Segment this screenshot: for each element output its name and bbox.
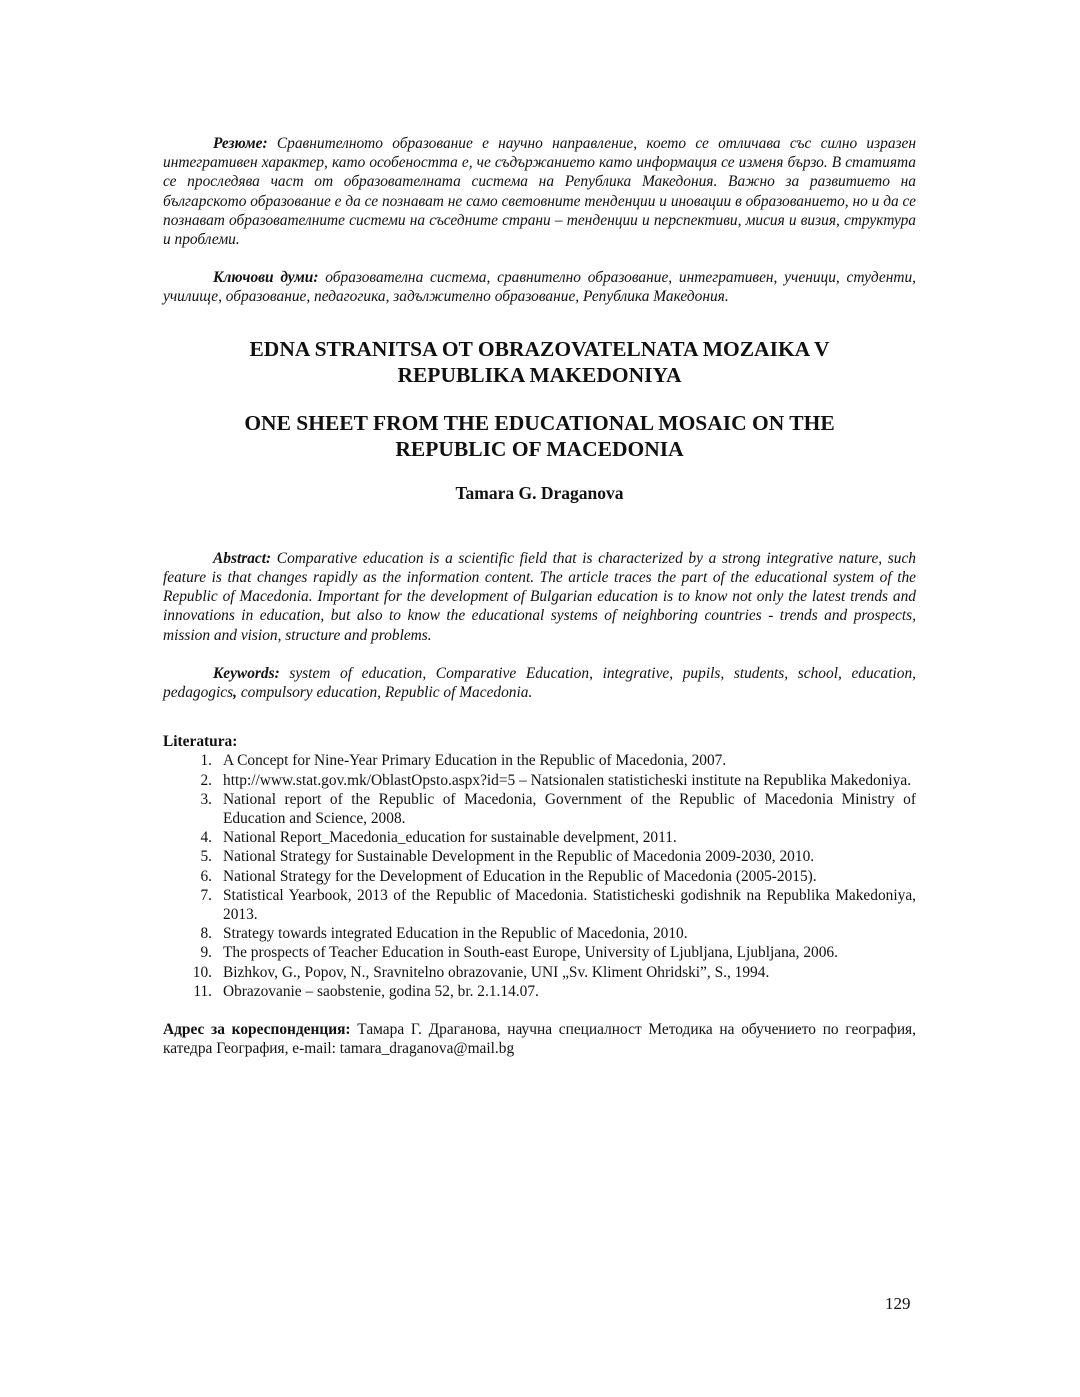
keywords-en-paragraph [163,664,916,702]
reference-item: 5. National Strategy for Sustainable Development in the Republic of Macedonia 2009-2030, 2010. [200,848,815,866]
address-label: Адрес за кореспонденция: [163,1021,351,1039]
keywords-en-text-a: system of education, Comparative Education, integrative, pupils, students, school, education, pedagogics [163,664,916,702]
reference-item: 4. National Report_Macedonia_education for sustainable develpment, 2011. [200,829,677,847]
reference-list [163,751,916,1001]
resume-label: Резюме: [213,135,268,152]
address-text: Тамара Г. Драганова, научна специалност Методика на обучението по география, катедра География, e-mail: tamara_draganova@mail.bg [163,1021,916,1058]
reference-item: 9. The prospects of Teacher Education in South-east Europe, University of Ljubljana, Ljubljana, 2006. [200,944,838,962]
reference-item: 3. National report of the Republic of Macedonia, Government of the Republic of Macedonia Ministry of Education and Science, 2008. [200,790,916,828]
title-bg [163,336,916,388]
keywords-en-text-b: compulsory education, Republic of Macedonia. [236,684,533,702]
page-body [163,134,916,1074]
keywords-bg-text: образователна система, сравнително образование, интегративен, ученици, студенти, училище, образование, педагогика, задължително образование, Република Македония. [163,269,916,306]
title-en-line1: ONE SHEET FROM THE EDUCATIONAL MOSAIC ON THE [244,410,835,435]
reference-item: 2. http://www.stat.gov.mk/OblastOpsto.aspx?id=5 – Natsionalen statisticheski institute na Republika Makedoniya. [200,771,912,789]
correspondence-address [163,1020,916,1058]
title-bg-line2: REPUBLIKA MAKEDONIYA [397,362,682,387]
keywords-bg-paragraph [163,268,916,306]
resume-paragraph [163,134,916,249]
page-number: 129 [885,1294,911,1313]
reference-item: 10. Bizhkov, G., Popov, N., Sravnitelno obrazovanie, UNI „Sv. Kliment Ohridski”, S., 1994. [192,963,770,981]
resume-text: Сравнителното образование е научно направление, което се отличава със силно изразен интегративен характер, като особеността е, че съдържанието като информация се изменя бързо. В статията се проследява част от образователната система на Република Македония. Важно за развитието на българското образование е да се познават не само световните тенденции и иновации в образованието, но и да се познават образователните системи на съседните страни – тенденции и перспективи, мисия и визия, структура и проблеми. [163,135,916,249]
title-en [163,410,916,462]
keywords-en-comma: , [233,684,237,702]
literature-heading: Literatura: [163,733,238,751]
keywords-bg-label: Ключови думи: [213,269,319,287]
reference-item: 7. Statistical Yearbook, 2013 of the Republic of Macedonia. Statisticheski godishnik na Republika Makedoniya, 2013. [200,886,916,924]
abstract-paragraph [163,549,916,645]
reference-item: 1. A Concept for Nine-Year Primary Education in the Republic of Macedonia, 2007. [200,752,727,770]
reference-item: 11. Obrazovanie – saobstenie, godina 52, br. 2.1.14.07. [193,982,539,1000]
title-bg-line1: EDNA STRANITSA OT OBRAZOVATELNATA MOZAIKA V [249,336,830,361]
abstract-label: Abstract: [213,549,272,567]
reference-item: 8. Strategy towards integrated Education in the Republic of Macedonia, 2010. [200,925,688,943]
abstract-text: Comparative education is a scientific field that is characterized by a strong integrative nature, such feature is that changes rapidly as the information content. The article traces the part of the educational system of the Republic of Macedonia. Important for the development of Bulgarian education is to know not only the latest trends and innovations in education, but also to know the educational systems of neighboring countries - trends and prospects, mission and vision, structure and problems. [163,549,916,644]
reference-item: 6. National Strategy for the Development of Education in the Republic of Macedonia (2005-2015). [200,867,817,885]
author-name: Tamara G. Draganova [455,482,624,503]
keywords-en-label: Keywords: [213,664,280,682]
title-en-line2: REPUBLIC OF MACEDONIA [395,436,684,461]
